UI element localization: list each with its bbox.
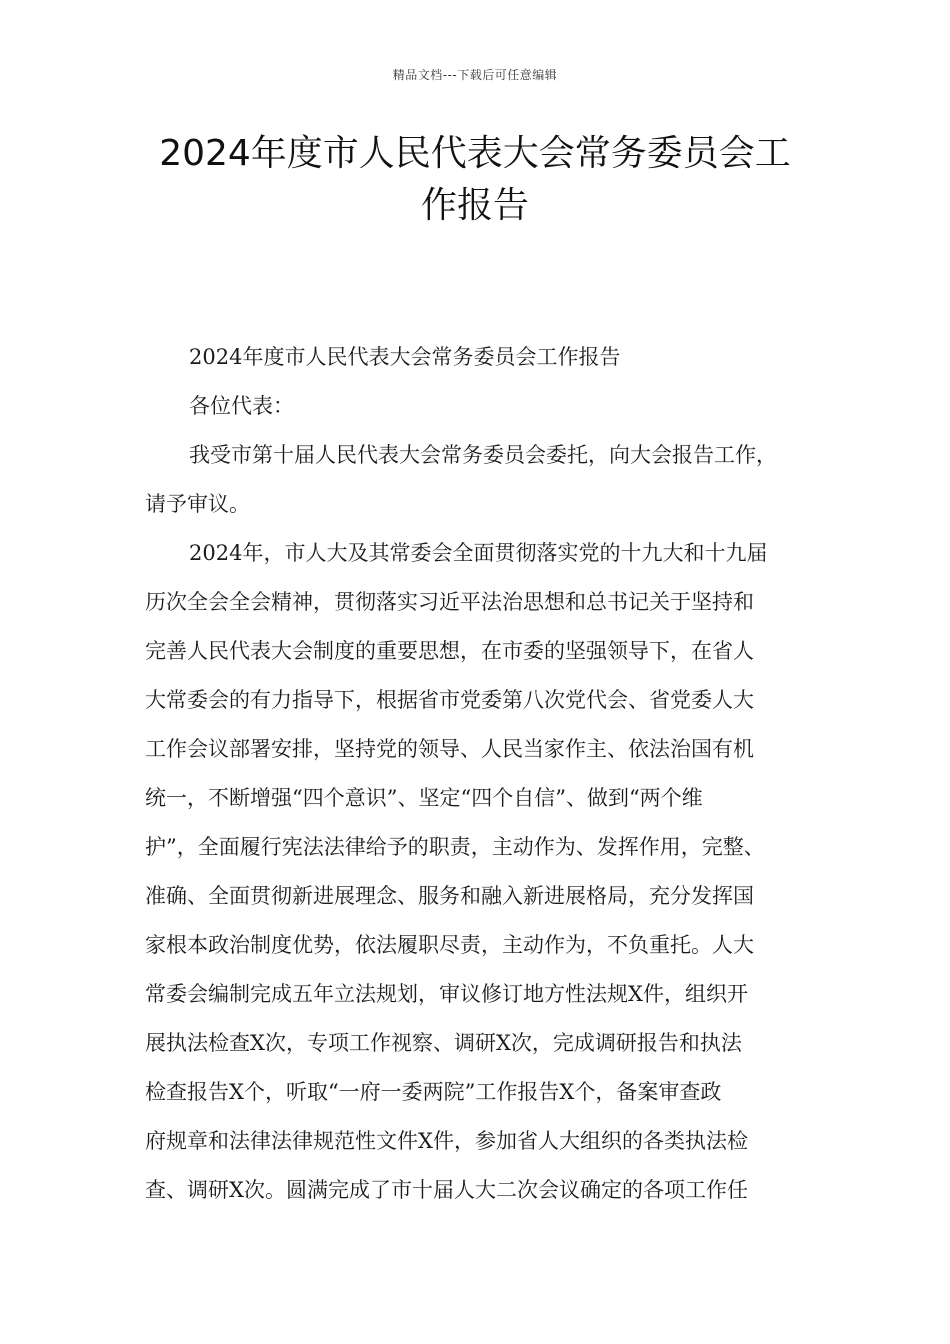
salutation: 各位代表： bbox=[189, 394, 294, 418]
paragraph-2-line: 展执法检查X次，专项工作视察、调研X次，完成调研报告和执法 bbox=[145, 1031, 742, 1055]
paragraph-2-line: 家根本政治制度优势，依法履职尽责，主动作为，不负重托。人大 bbox=[145, 933, 754, 957]
paragraph-1-line-1: 我受市第十届人民代表大会常务委员会委托，向大会报告工作， bbox=[189, 443, 777, 467]
document-body bbox=[145, 333, 825, 1215]
body-subtitle: 2024年度市人民代表大会常务委员会工作报告 bbox=[189, 345, 621, 369]
paragraph-2-line: 常委会编制完成五年立法规划，审议修订地方性法规X件，组织开 bbox=[145, 982, 748, 1006]
paragraph-2-line: 历次全会全会精神，贯彻落实习近平法治思想和总书记关于坚持和 bbox=[145, 590, 754, 614]
paragraph-2-line: 统一，不断增强“四个意识”、坚定“四个自信”、做到“两个维 bbox=[145, 786, 703, 810]
title-line-1: 2024年度市人民代表大会常务委员会工 bbox=[159, 133, 791, 174]
paragraph-2-line-1: 2024年，市人大及其常委会全面贯彻落实党的十九大和十九届 bbox=[189, 541, 768, 565]
header-note: 精品文档---下载后可任意编辑 bbox=[392, 68, 558, 82]
paragraph-2-line: 工作会议部署安排，坚持党的领导、人民当家作主、依法治国有机 bbox=[145, 737, 754, 761]
paragraph-2-line: 大常委会的有力指导下，根据省市党委第八次党代会、省党委人大 bbox=[145, 688, 754, 712]
paragraph-2-line: 护”，全面履行宪法法律给予的职责，主动作为、发挥作用，完整、 bbox=[145, 835, 765, 859]
paragraph-1-line-2: 请予审议。 bbox=[145, 492, 250, 516]
paragraph-2-line: 完善人民代表大会制度的重要思想，在市委的坚强领导下，在省人 bbox=[145, 639, 754, 663]
paragraph-2-line: 检查报告X个，听取“一府一委两院”工作报告X个，备案审查政 bbox=[145, 1080, 722, 1104]
document-title bbox=[140, 128, 810, 232]
paragraph-2-line: 查、调研X次。圆满完成了市十届人大二次会议确定的各项工作任 bbox=[145, 1178, 748, 1202]
paragraph-2-line: 府规章和法律法律规范性文件X件，参加省人大组织的各类执法检 bbox=[145, 1129, 748, 1153]
title-line-2: 作报告 bbox=[420, 185, 529, 226]
paragraph-2-line: 准确、全面贯彻新进展理念、服务和融入新进展格局，充分发挥国 bbox=[145, 884, 754, 908]
